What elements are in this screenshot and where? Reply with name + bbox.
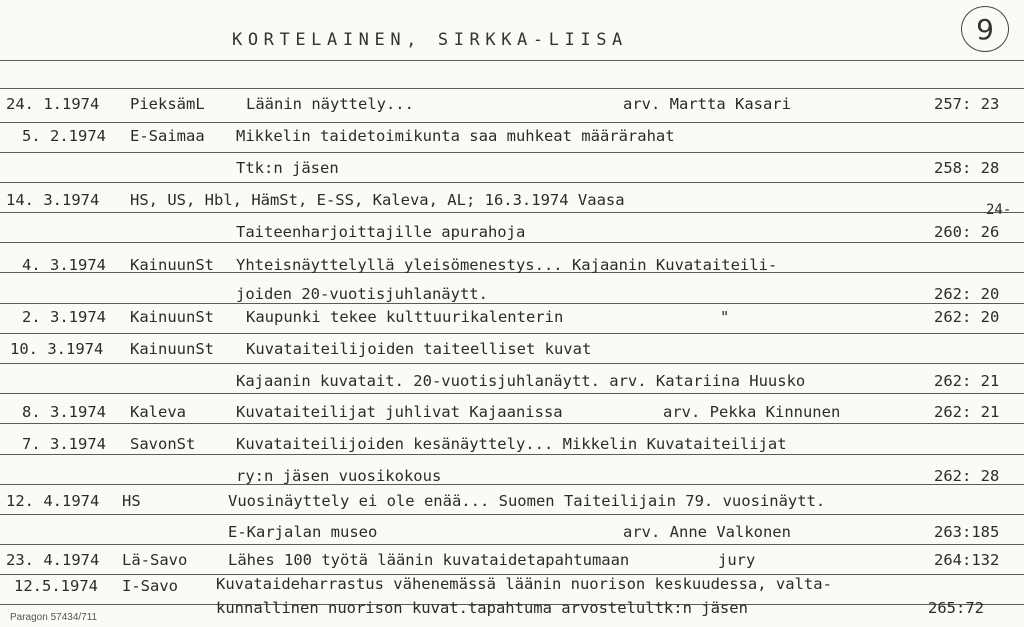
entry-date: 5. 2.1974 <box>22 127 106 145</box>
entry-date: 24. 1.1974 <box>6 95 100 113</box>
entry-date: 23. 4.1974 <box>6 551 100 569</box>
entry-text: Kuvataideharrastus vähenemässä läänin nuorison keskuudessa, valta- <box>216 575 832 593</box>
page-number-circle: 9 <box>961 6 1009 52</box>
entry-critic: arv. Pekka Kinnunen <box>663 403 841 421</box>
ruled-line <box>0 303 1024 304</box>
entry-source: Lä-Savo <box>122 551 188 569</box>
entry-text: Kajaanin kuvatait. 20-vuotisjuhlanäytt. arv. Katariina Huusko <box>236 372 806 390</box>
entry-text: Mikkelin taidetoimikunta saa muhkeat määrärahat <box>236 127 675 145</box>
entry-source: KainuunSt <box>130 256 214 274</box>
entry-ref: 262: 20 <box>934 308 1000 326</box>
entry-text: Ttk:n jäsen <box>236 159 339 177</box>
entry-date: 4. 3.1974 <box>22 256 106 274</box>
entry-date: 2. 3.1974 <box>22 308 106 326</box>
entry-ref: 257: 23 <box>934 95 1000 113</box>
entry-ref: 262: 28 <box>934 467 1000 485</box>
ruled-line <box>0 484 1024 485</box>
entry-text: Taiteenharjoittajille apurahoja <box>236 223 526 241</box>
ruled-line <box>0 454 1024 455</box>
card-brand: Paragon 57434/711 <box>10 612 98 623</box>
ruled-line <box>0 514 1024 515</box>
header-rule <box>0 60 1024 61</box>
entry-date: 7. 3.1974 <box>22 435 106 453</box>
entry-note: 24- <box>986 202 1012 218</box>
ruled-line <box>0 212 1024 213</box>
entry-ref: 260: 26 <box>934 223 1000 241</box>
ruled-line <box>0 242 1024 243</box>
ruled-line <box>0 122 1024 123</box>
entry-source: HS, US, Hbl, HämSt, E-SS, Kaleva, AL; 16.3.1974 Vaasa <box>130 191 625 209</box>
entry-ref: 263:185 <box>934 523 1000 541</box>
entry-source: SavonSt <box>130 435 196 453</box>
entry-ref: 265:72 <box>928 599 984 617</box>
entry-text: Yhteisnäyttelyllä yleisömenestys... Kajaanin Kuvataiteili- <box>236 256 778 274</box>
entry-source: I-Savo <box>122 577 178 595</box>
entry-ref: 258: 28 <box>934 159 1000 177</box>
entry-ref: 262: 21 <box>934 403 1000 421</box>
entry-text: Vuosinäyttely ei ole enää... Suomen Taiteilijain 79. vuosinäytt. <box>228 492 826 510</box>
entry-source: E-Saimaa <box>130 127 205 145</box>
entry-source: PieksämL <box>130 95 205 113</box>
entry-ref: 262: 21 <box>934 372 1000 390</box>
ruled-line <box>0 544 1024 545</box>
ruled-line <box>0 393 1024 394</box>
entry-ditto: " <box>720 308 730 326</box>
entry-date: 12.5.1974 <box>14 577 98 595</box>
entry-text: joiden 20-vuotisjuhlanäytt. <box>236 285 488 303</box>
entry-ref: 264:132 <box>934 551 1000 569</box>
entry-date: 12. 4.1974 <box>6 492 100 510</box>
entry-text: Kuvataiteilijoiden taiteelliset kuvat <box>246 340 592 358</box>
ruled-line <box>0 423 1024 424</box>
ruled-line <box>0 152 1024 153</box>
entry-text: ry:n jäsen vuosikokous <box>236 467 442 485</box>
entry-text: Kuvataiteilijat juhlivat Kajaanissa <box>236 403 563 421</box>
entry-text: Kaupunki tekee kulttuurikalenterin <box>246 308 564 326</box>
entry-source: KainuunSt <box>130 308 214 326</box>
ruled-line <box>0 363 1024 364</box>
entry-text: kunnallinen nuorison kuvat.tapahtuma arvostelultk:n jäsen <box>216 599 748 617</box>
entry-critic: arv. Anne Valkonen <box>623 523 791 541</box>
entry-ref: 262: 20 <box>934 285 1000 303</box>
entry-source: KainuunSt <box>130 340 214 358</box>
header-rule-2 <box>0 88 1024 89</box>
entry-text: Lähes 100 työtä läänin kuvataidetapahtumaan <box>228 551 630 569</box>
entry-source: Kaleva <box>130 403 186 421</box>
entry-critic: jury <box>718 551 756 569</box>
entry-text: E-Karjalan museo <box>228 523 378 541</box>
entry-text: Kuvataiteilijoiden kesänäyttely... Mikkelin Kuvataiteilijat <box>236 435 787 453</box>
entry-date: 14. 3.1974 <box>6 191 100 209</box>
card-title: KORTELAINEN, SIRKKA-LIISA <box>232 30 628 50</box>
entry-date: 10. 3.1974 <box>10 340 104 358</box>
ruled-line <box>0 333 1024 334</box>
ruled-line <box>0 182 1024 183</box>
entry-source: HS <box>122 492 141 510</box>
entry-text: Läänin näyttely... <box>246 95 414 113</box>
entry-date: 8. 3.1974 <box>22 403 106 421</box>
entry-critic: arv. Martta Kasari <box>623 95 791 113</box>
